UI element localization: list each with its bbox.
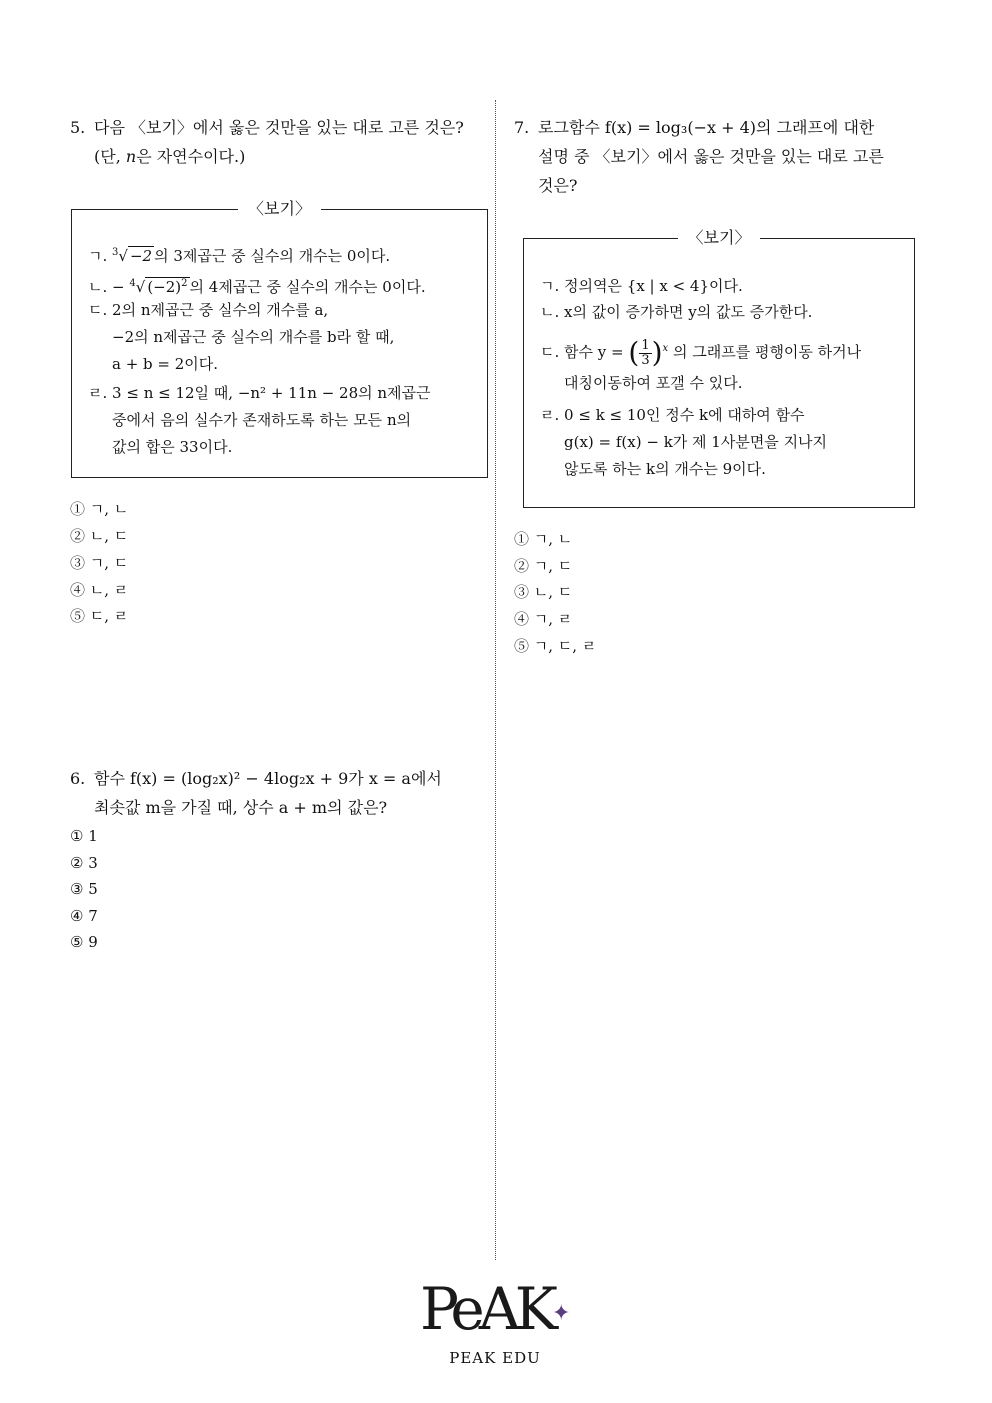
q7-item-3-fraction: [639, 339, 651, 368]
q7-stem-line2: 설명 중 〈보기〉에서 옳은 것만을 있는 대로 고른: [538, 147, 884, 166]
q7-item-4-line2: g(x) = f(x) − k가 제 1사분면을 지나지: [564, 433, 828, 451]
q7-item-3-frac-num: 1: [641, 337, 650, 353]
q7-item-4-line3: 않도록 하는 k의 개수는 9이다.: [564, 460, 766, 478]
q5-item-1-text: 의 3제곱근 중 실수의 개수는 0이다.: [154, 247, 391, 265]
q5-item-4-line3: 값의 합은 33이다.: [112, 438, 233, 456]
q7-item-2-marker: ㄴ.: [540, 303, 560, 321]
column-divider: [495, 100, 496, 1260]
star-icon: ✦: [551, 1300, 571, 1326]
q5-bogi-title: 〈보기〉: [238, 199, 321, 218]
peak-edu-logo: [420, 1275, 571, 1367]
q7-item-3-post: 의 그래프를 평행이동 하거나: [672, 343, 862, 361]
q7-item-3-line2: 대칭이동하여 포갤 수 있다.: [564, 373, 743, 392]
q7-choice-3[interactable]: ③ ㄴ, ㄷ: [514, 583, 573, 601]
q6-choice-4[interactable]: ④ 7: [70, 907, 98, 925]
q5-item-2: ㄴ. − $^4$√ $(-2)^2$ 의 4제곱근 중 실수의 개수는 0이다.: [88, 278, 426, 296]
q5-item-1-marker: ㄱ.: [88, 247, 108, 265]
q5-item-3-line2: −2의 n제곱근 중 실수의 개수를 b라 할 때,: [112, 328, 395, 346]
q6-stem-line1: 함수 f(x) = (log₂x)² − 4log₂x + 9가 x = a에서: [94, 769, 442, 788]
q5-item-2-radicand: (−2): [147, 278, 182, 296]
q7-item-3-exponent: x: [662, 343, 669, 354]
q7-stem-line1: 로그함수 f(x) = log₃(−x + 4)의 그래프에 대한: [538, 118, 875, 137]
q6-choice-2[interactable]: ② 3: [70, 854, 98, 872]
q5-stem-line1: 다음 〈보기〉에서 옳은 것만을 있는 대로 고른 것은?: [94, 118, 464, 137]
peak-logo-mark: [420, 1275, 571, 1345]
q5-item-4-line2: 중에서 음의 실수가 존재하도록 하는 모든 n의: [112, 411, 412, 429]
q5-choice-5[interactable]: ⑤ ㄷ, ㄹ: [70, 607, 129, 625]
q7-choice-2[interactable]: ② ㄱ, ㄷ: [514, 557, 573, 575]
q7-item-3-marker: ㄷ.: [540, 343, 560, 361]
q7-bogi-title: 〈보기〉: [678, 228, 761, 247]
q5-item-4-marker: ㄹ.: [88, 384, 108, 402]
q5-item-4-line1: 3 ≤ n ≤ 12일 때, −n² + 11n − 28의 n제곱근: [112, 384, 431, 402]
q5-item-1-root-index: 3: [112, 247, 119, 258]
q5-choice-1[interactable]: ① ㄱ, ㄴ: [70, 500, 129, 518]
q5-number: 5.: [70, 118, 86, 137]
q5-item-2-radicand-wrap: $(-2)^2$: [147, 278, 188, 296]
q7-item-2-text: x의 값이 증가하면 y의 값도 증가한다.: [564, 303, 813, 321]
q5-item-3: [88, 297, 394, 378]
q5-item-3-marker: ㄷ.: [88, 301, 108, 319]
q5-item-1: ㄱ. $^3$√ −2 의 3제곱근 중 실수의 개수는 0이다.: [88, 247, 391, 265]
q5-choice-4[interactable]: ④ ㄴ, ㄹ: [70, 581, 129, 599]
q7-item-4-line1: 0 ≤ k ≤ 10인 정수 k에 대하여 함수: [564, 406, 805, 424]
q5-choice-2[interactable]: ② ㄴ, ㄷ: [70, 527, 129, 545]
q7-item-3-frac-den: 3: [641, 352, 650, 368]
q5-choice-3[interactable]: ③ ㄱ, ㄷ: [70, 554, 129, 572]
q7-choice-5[interactable]: ⑤ ㄱ, ㄷ, ㄹ: [514, 637, 597, 655]
peak-logo-letters: PeAK: [420, 1275, 552, 1343]
q5-item-2-text: 의 4제곱근 중 실수의 개수는 0이다.: [189, 278, 426, 296]
q7-choice-1[interactable]: ① ㄱ, ㄴ: [514, 530, 573, 548]
q6-choice-3[interactable]: ③ 5: [70, 880, 98, 898]
q7-bogi-box: [523, 228, 915, 508]
q7-number: 7.: [514, 118, 530, 137]
q7-item-1-marker: ㄱ.: [540, 277, 560, 295]
q7-item-4-marker: ㄹ.: [540, 406, 560, 424]
q5-stem: [70, 113, 464, 171]
q7-item-2: [540, 299, 812, 326]
q6-choice-5[interactable]: ⑤ 9: [70, 933, 98, 951]
q5-item-4: [88, 380, 431, 461]
q6-choice-1[interactable]: ① 1: [70, 827, 98, 845]
q6-stem-line2: 최솟값 m을 가질 때, 상수 a + m의 값은?: [94, 798, 388, 817]
q5-bogi-box: [71, 199, 488, 478]
q5-stem-var: n: [125, 147, 137, 166]
q7-item-1: [540, 273, 743, 300]
q6-number: 6.: [70, 769, 86, 788]
q5-item-2-root-index: 4: [129, 278, 136, 289]
q7-item-1-text: 정의역은 {x | x < 4}이다.: [564, 277, 743, 295]
q5-stem-line2-post: 은 자연수이다.): [136, 147, 246, 166]
q5-item-3-line1: 2의 n제곱근 중 실수의 개수를 a,: [112, 301, 329, 319]
q5-item-3-line3: a + b = 2이다.: [112, 355, 219, 373]
q7-item-3: ㄷ. 함수 y = ( $\frac{1}{3}$ )$^x$ 의 그래프를 평행이동 하거나 대칭이동하여 포갤 수 있다.: [540, 335, 861, 397]
q7-choice-4[interactable]: ④ ㄱ, ㄹ: [514, 610, 573, 628]
q5-item-2-marker: ㄴ.: [88, 278, 108, 296]
peak-logo-text: PEAK EDU: [449, 1348, 541, 1367]
q7-stem-line3: 것은?: [538, 176, 578, 195]
q7-stem: [514, 113, 884, 200]
q5-item-1-radicand: −2: [129, 247, 153, 265]
q6-stem: [70, 764, 442, 822]
q7-item-4: [540, 402, 827, 483]
q7-item-3-pre: 함수 y =: [564, 343, 624, 361]
q5-stem-line2-pre: (단,: [94, 147, 126, 166]
